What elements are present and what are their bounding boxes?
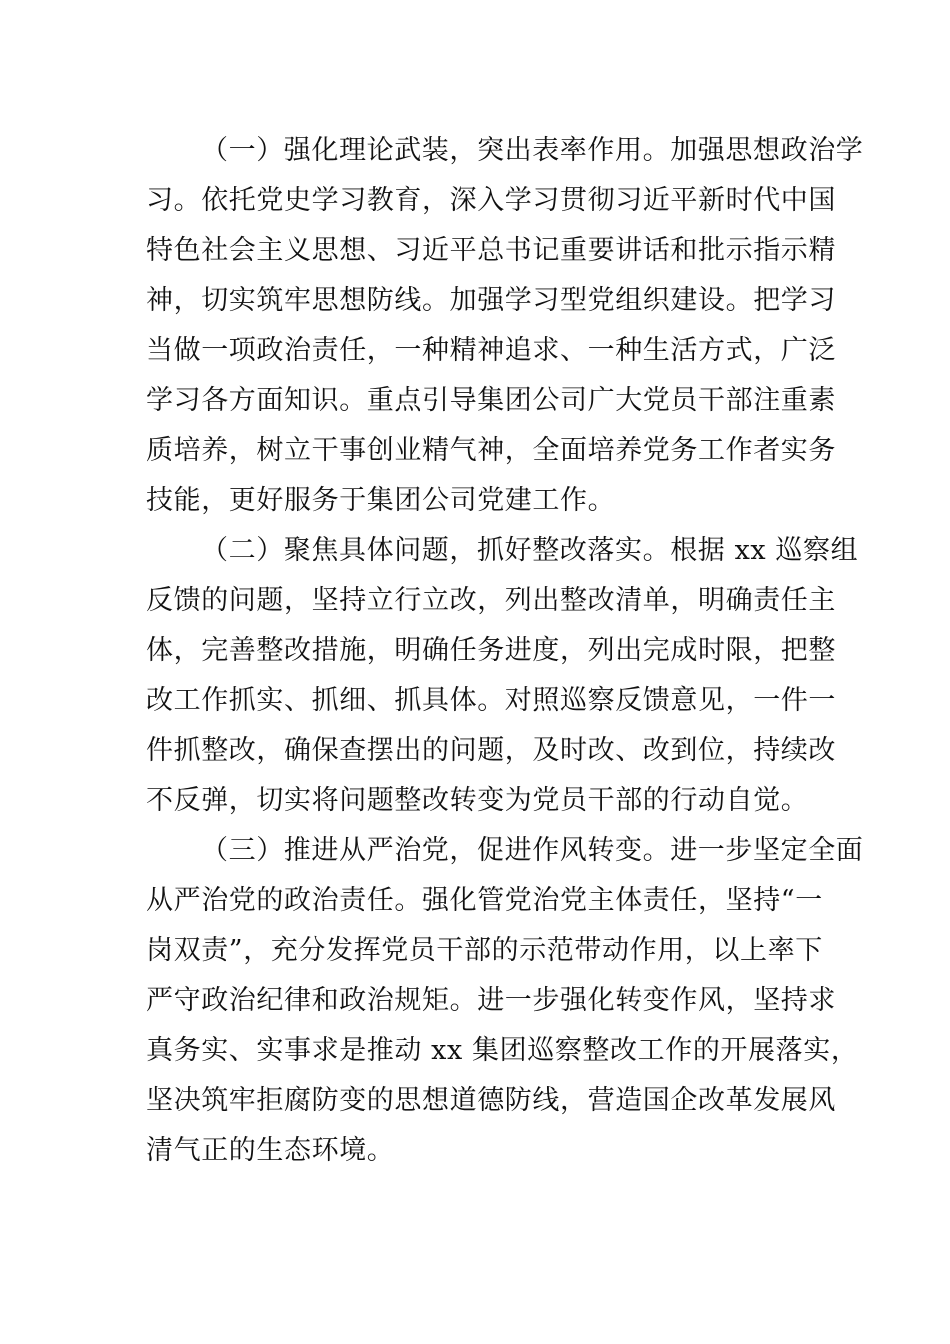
text-line: 特色社会主义思想、习近平总书记重要讲话和批示指示精 <box>146 235 836 266</box>
text-line: 改工作抓实、抓细、抓具体。对照巡察反馈意见，一件一 <box>146 685 836 716</box>
text-line: 不反弹，切实将问题整改转变为党员干部的行动自觉。 <box>146 785 809 816</box>
text-line: 质培养，树立干事创业精气神，全面培养党务工作者实务 <box>146 435 836 466</box>
text-line: 从严治党的政治责任。强化管党治党主体责任，坚持“一 <box>146 885 823 916</box>
text-line: 坚决筑牢拒腐防变的思想道德防线，营造国企改革发展风 <box>146 1085 836 1116</box>
text-line: 习。依托党史学习教育，深入学习贯彻习近平新时代中国 <box>146 185 836 216</box>
text-line: 神，切实筑牢思想防线。加强学习型党组织建设。把学习 <box>146 285 836 316</box>
text-line: 件抓整改，确保查摆出的问题，及时改、改到位，持续改 <box>146 735 836 766</box>
text-line: 严守政治纪律和政治规矩。进一步强化转变作风，坚持求 <box>146 985 836 1016</box>
text-line: 体，完善整改措施，明确任务进度，列出完成时限，把整 <box>146 635 836 666</box>
text-line: 学习各方面知识。重点引导集团公司广大党员干部注重素 <box>146 385 836 416</box>
text-line: 当做一项政治责任，一种精神追求、一种生活方式，广泛 <box>146 335 836 366</box>
paragraph-2 <box>146 526 859 826</box>
text-line: 反馈的问题，坚持立行立改，列出整改清单，明确责任主 <box>146 585 836 616</box>
text-line: （一）强化理论武装，突出表率作用。加强思想政治学 <box>201 135 864 166</box>
text-line: 清气正的生态环境。 <box>146 1135 395 1166</box>
paragraph-1 <box>146 126 864 526</box>
text-line: 真务实、实事求是推动 xx 集团巡察整改工作的开展落实， <box>146 1035 859 1066</box>
text-line: （二）聚焦具体问题，抓好整改落实。根据 xx 巡察组 <box>201 535 859 566</box>
text-line: 技能，更好服务于集团公司党建工作。 <box>146 485 616 516</box>
text-line: 岗双责”，充分发挥党员干部的示范带动作用，以上率下 <box>146 935 823 966</box>
document-body <box>146 126 864 1176</box>
text-line: （三）推进从严治党，促进作风转变。进一步坚定全面 <box>201 835 864 866</box>
paragraph-3 <box>146 826 864 1176</box>
